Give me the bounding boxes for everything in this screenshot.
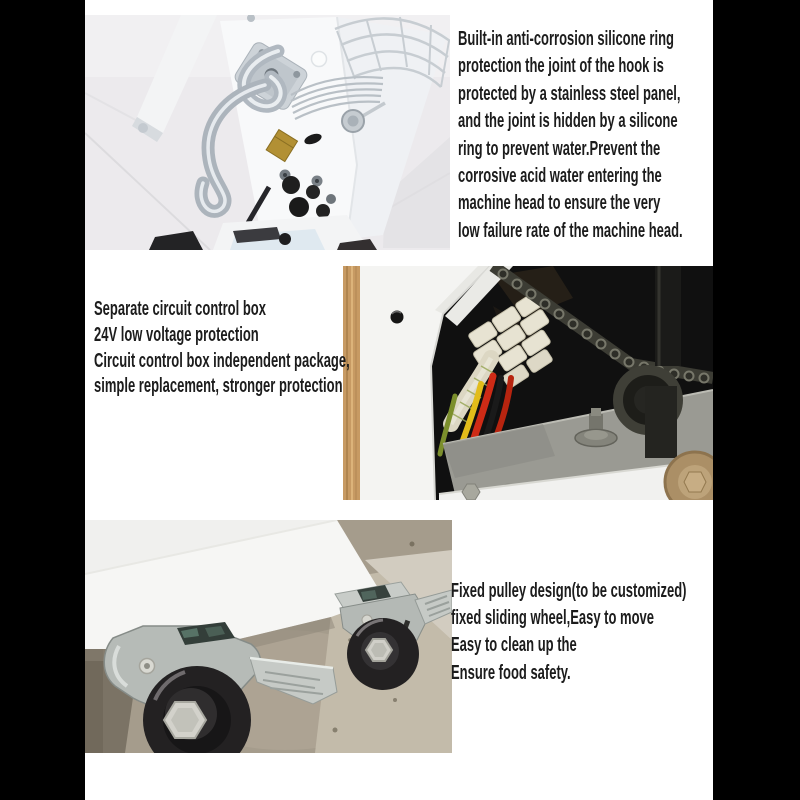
- circuit-wiring-photo: [343, 266, 713, 500]
- caption-line: Separate circuit control box: [94, 298, 266, 320]
- mixer-head-photo: [85, 15, 450, 250]
- caption-head-protection: [458, 26, 683, 245]
- caption-line: corrosive acid water entering the: [458, 165, 662, 188]
- caption-line: 24V low voltage protection: [94, 323, 259, 346]
- caption-line: Circuit control box independent package,: [94, 349, 350, 372]
- caption-line: fixed sliding wheel,Easy to move: [451, 607, 655, 630]
- letterbox-left: [0, 0, 85, 800]
- caption-line: low failure rate of the machine head.: [458, 219, 683, 242]
- caption-line: Ensure food safety.: [451, 661, 571, 684]
- caption-line: protected by a stainless steel panel,: [458, 82, 681, 105]
- caption-line: protection the joint of the hook is: [458, 55, 664, 78]
- caption-line: machine head to ensure the very: [458, 192, 661, 215]
- caption-circuit-control: [94, 297, 350, 400]
- caster-wheels-photo: [85, 520, 452, 753]
- content-area: [85, 0, 713, 800]
- caption-line: simple replacement, stronger protection: [94, 375, 343, 398]
- caption-line: Built-in anti-corrosion silicone ring: [458, 28, 674, 50]
- caption-line: Fixed pulley design(to be customized): [451, 580, 687, 602]
- caption-pulley-casters: [451, 578, 686, 687]
- caption-line: ring to prevent water.Prevent the: [458, 137, 661, 160]
- caption-line: and the joint is hidden by a silicone: [458, 110, 678, 133]
- caption-line: Easy to clean up the: [451, 634, 577, 657]
- letterbox-right: [713, 0, 800, 800]
